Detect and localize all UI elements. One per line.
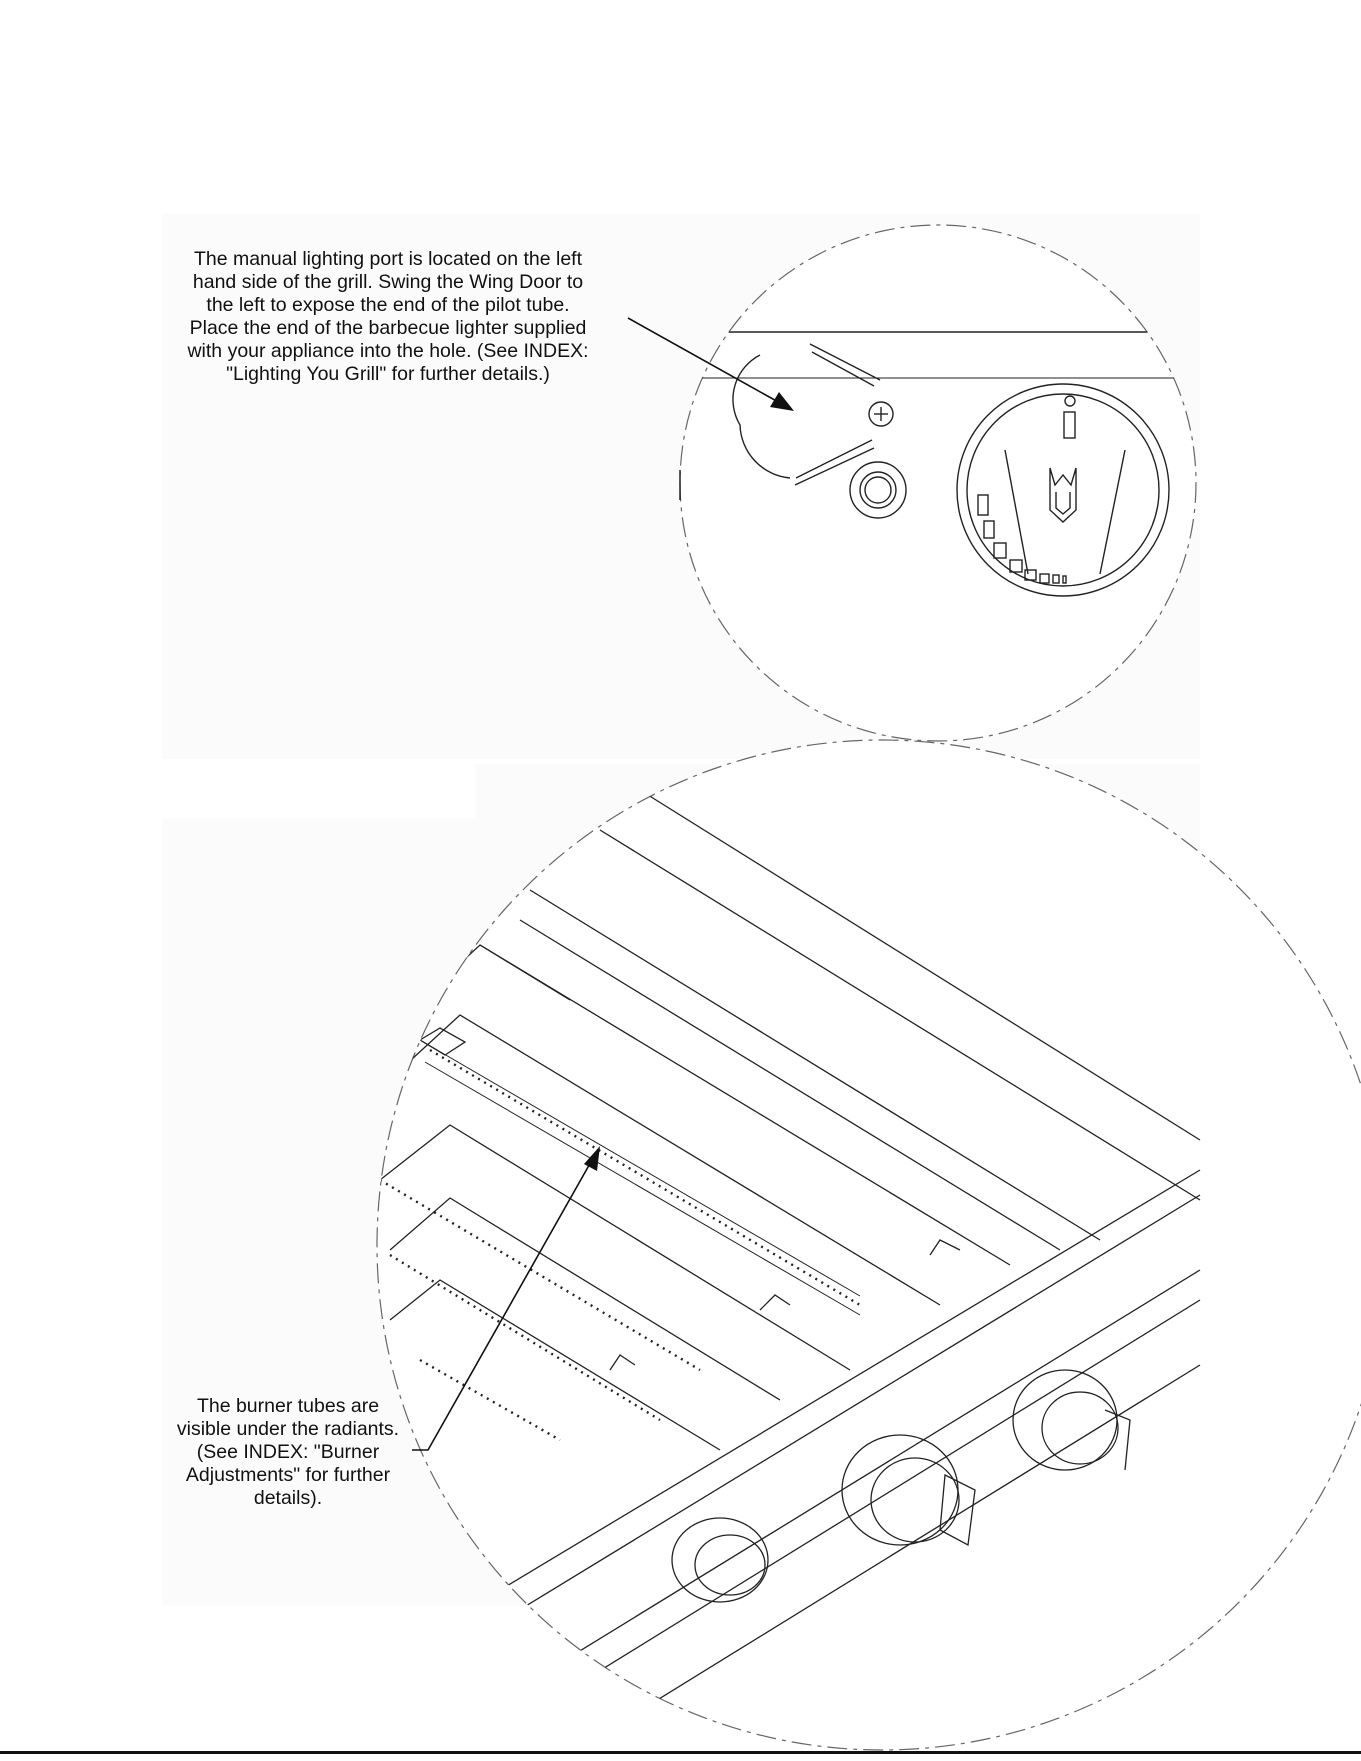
callout-line: "Lighting You Grill" for further details.) [226,363,550,385]
burner-tubes-detail-circle [377,740,1361,1760]
burner-tubes-callout [168,1395,408,1510]
callout-line: the left to expose the end of the pilot tube. [206,294,570,316]
lighting-port-callout [158,248,618,386]
callout-line: Adjustments" for further [185,1464,391,1486]
callout-line: Place the end of the barbecue lighter supplied [189,317,587,339]
callout-line: details). [253,1487,323,1509]
callout-line: hand side of the grill. Swing the Wing Door to [192,271,584,293]
page-bottom-rule [0,1751,1361,1754]
callout-line: with your appliance into the hole. (See INDEX: [187,340,589,362]
callout-line: visible under the radiants. [176,1418,400,1440]
callout-line: The burner tubes are [196,1395,380,1417]
lighting-port-detail-circle [680,225,1200,741]
callout-line: (See INDEX: "Burner [196,1441,380,1463]
callout-line: The manual lighting port is located on the left [193,248,583,270]
